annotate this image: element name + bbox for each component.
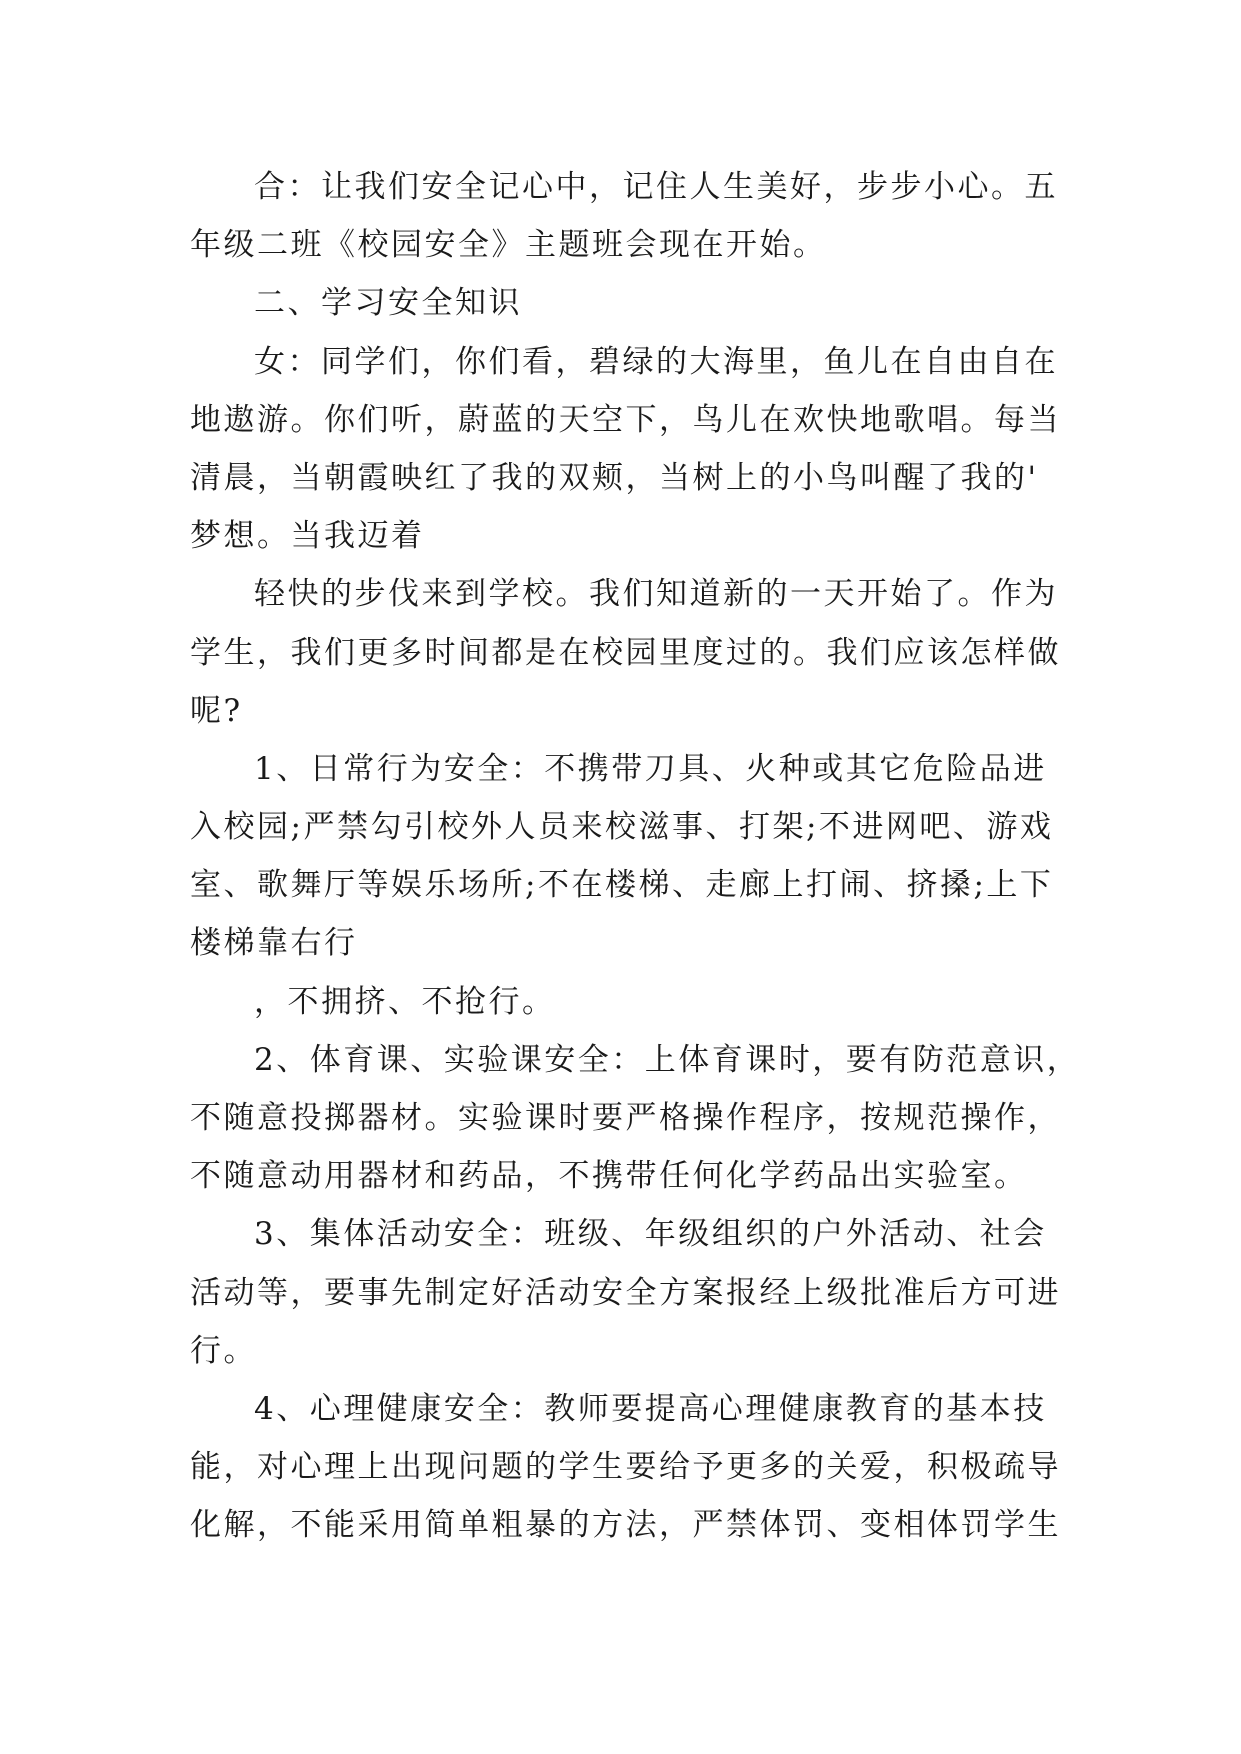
list-item-4: 4、心理健康安全：教师要提高心理健康教育的基本技 <box>254 1390 1047 1427</box>
text-line: 女：同学们，你们看，碧绿的大海里，鱼儿在自由自在 <box>254 343 1058 380</box>
text-line: 入校园;严禁勾引校外人员来校滋事、打架;不进网吧、游戏 <box>190 809 1054 846</box>
text-line: 楼梯靠右行 <box>190 925 358 962</box>
text-line: 梦想。当我迈着 <box>190 518 425 555</box>
section-heading: 二、学习安全知识 <box>254 285 522 322</box>
text-line: ，不拥挤、不抢行。 <box>254 983 556 1020</box>
text-line: 化解，不能采用简单粗暴的方法，严禁体罚、变相体罚学生 <box>190 1507 1061 1544</box>
text-line: 不随意动用器材和药品，不携带任何化学药品出实验室。 <box>190 1158 1028 1195</box>
document-body <box>190 158 1081 1555</box>
text-line: 合：让我们安全记心中，记住人生美好，步步小心。五 <box>254 169 1058 205</box>
text-line: 行。 <box>190 1332 257 1369</box>
text-line: 清晨，当朝霞映红了我的双颊，当树上的小鸟叫醒了我的' <box>190 459 1039 496</box>
text-line: 能，对心理上出现问题的学生要给予更多的关爱，积极疏导 <box>190 1449 1061 1486</box>
list-item-3: 3、集体活动安全：班级、年级组织的户外活动、社会 <box>254 1216 1047 1253</box>
text-line: 不随意投掷器材。实验课时要严格操作程序，按规范操作， <box>190 1100 1061 1136</box>
text-line: 呢? <box>190 692 243 729</box>
text-line: 活动等，要事先制定好活动安全方案报经上级批准后方可进 <box>190 1274 1061 1311</box>
text-line: 学生，我们更多时间都是在校园里度过的。我们应该怎样做 <box>190 634 1061 671</box>
text-line: 轻快的步伐来到学校。我们知道新的一天开始了。作为 <box>254 576 1058 613</box>
list-item-1: 1、日常行为安全：不携带刀具、火种或其它危险品进 <box>254 750 1047 787</box>
text-line: 年级二班《校园安全》主题班会现在开始。 <box>190 227 827 264</box>
text-line: 室、歌舞厅等娱乐场所;不在楼梯、走廊上打闹、挤搡;上下 <box>190 867 1054 904</box>
text-line: 地遨游。你们听，蔚蓝的天空下，鸟儿在欢快地歌唱。每当 <box>190 401 1061 438</box>
list-item-2: 2、体育课、实验课安全：上体育课时，要有防范意识， <box>254 1041 1081 1078</box>
